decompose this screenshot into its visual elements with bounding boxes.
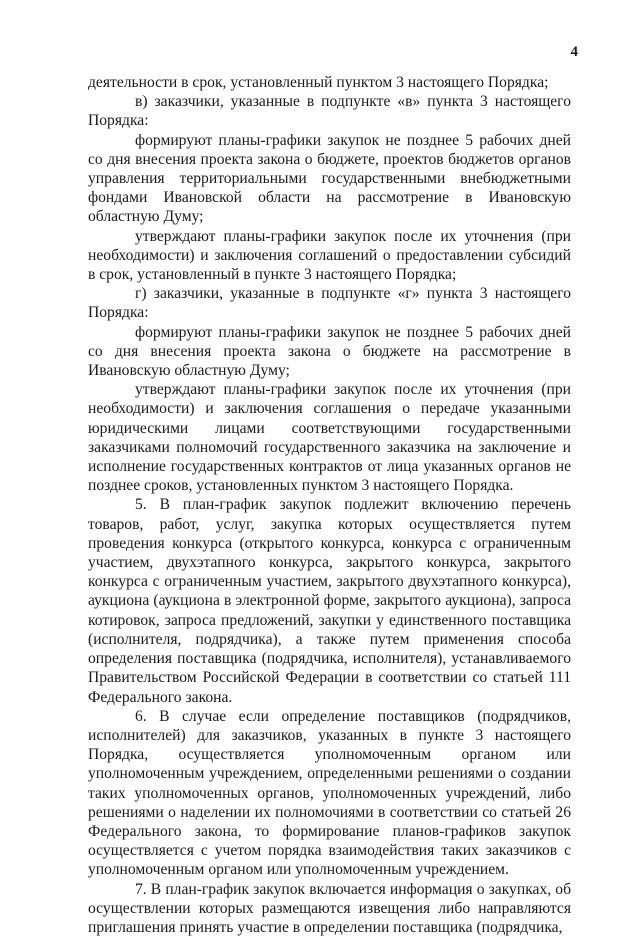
paragraph: в) заказчики, указанные в подпункте «в» пункта 3 настоящего Порядка: (88, 93, 571, 130)
paragraph: формируют планы-графики закупок не позднее 5 рабочих дней со дня внесения проекта закона о бюджете, проектов бюджетов органов управления территориальными государственными внебюджетными фондами Ивановской области на рассмотрение в Ивановскую областную Думу; (88, 131, 571, 226)
paragraph: формируют планы-графики закупок не позднее 5 рабочих дней со дня внесения проекта закона о бюджете на рассмотрение в Ивановскую областную Думу; (88, 323, 571, 380)
document-body (88, 73, 571, 937)
paragraph: утверждают планы-графики закупок после их уточнения (при необходимости) и заключения соглашения о передаче указанными юридическими лицами соответствующими государственными заказчиками полномочий государственного заказчика на заключение и исполнение государственных контрактов от лица указанных органов не позднее сроков, установленных пунктом 3 настоящего Порядка. (88, 381, 571, 495)
paragraph: 7. В план-график закупок включается информация о закупках, об осуществлении которых размещаются извещения либо направляются приглашения принять участие в определении поставщика (подрядчика, (88, 880, 571, 936)
paragraph: 6. В случае если определение поставщиков (подрядчиков, исполнителей) для заказчиков, указанных в пункте 3 настоящего Порядка, осуществляется уполномоченным органом или уполномоченным учреждением, определенными решениями о создании таких уполномоченных органов, уполномоченных учреждений, либо решениями о наделении их полномочиями в соответствии со статьей 26 Федерального закона, то формирование планов-графиков закупок осуществляется с учетом порядка взаимодействия таких заказчиков с уполномоченным органом или уполномоченным учреждением. (88, 707, 571, 879)
paragraph: деятельности в срок, установленный пунктом 3 настоящего Порядка; (88, 74, 549, 91)
paragraph: утверждают планы-графики закупок после их уточнения (при необходимости) и заключения соглашений о предоставлении субсидий в срок, установленный в пункте 3 настоящего Порядка; (88, 227, 571, 284)
paragraph: г) заказчики, указанные в подпункте «г» пункта 3 настоящего Порядка: (88, 285, 571, 322)
paragraph: 5. В план-график закупок подлежит включению перечень товаров, работ, услуг, закупка которых осуществляется путем проведения конкурса (открытого конкурса, конкурса с ограниченным участием, двухэтапного конкурса, закрытого конкурса, закрытого конкурса с ограниченным участием, закрытого двухэтапного конкурса), аукциона (аукциона в электронной форме, закрытого аукциона), запроса котировок, запроса предложений, закупки у единственного поставщика (исполнителя, подрядчика), а также путем применения способа определения поставщика (подрядчика, исполнителя), устанавливаемого Правительством Российской Федерации в соответствии со статьей 111 Федерального закона. (88, 496, 571, 706)
page-number: 4 (570, 44, 578, 60)
